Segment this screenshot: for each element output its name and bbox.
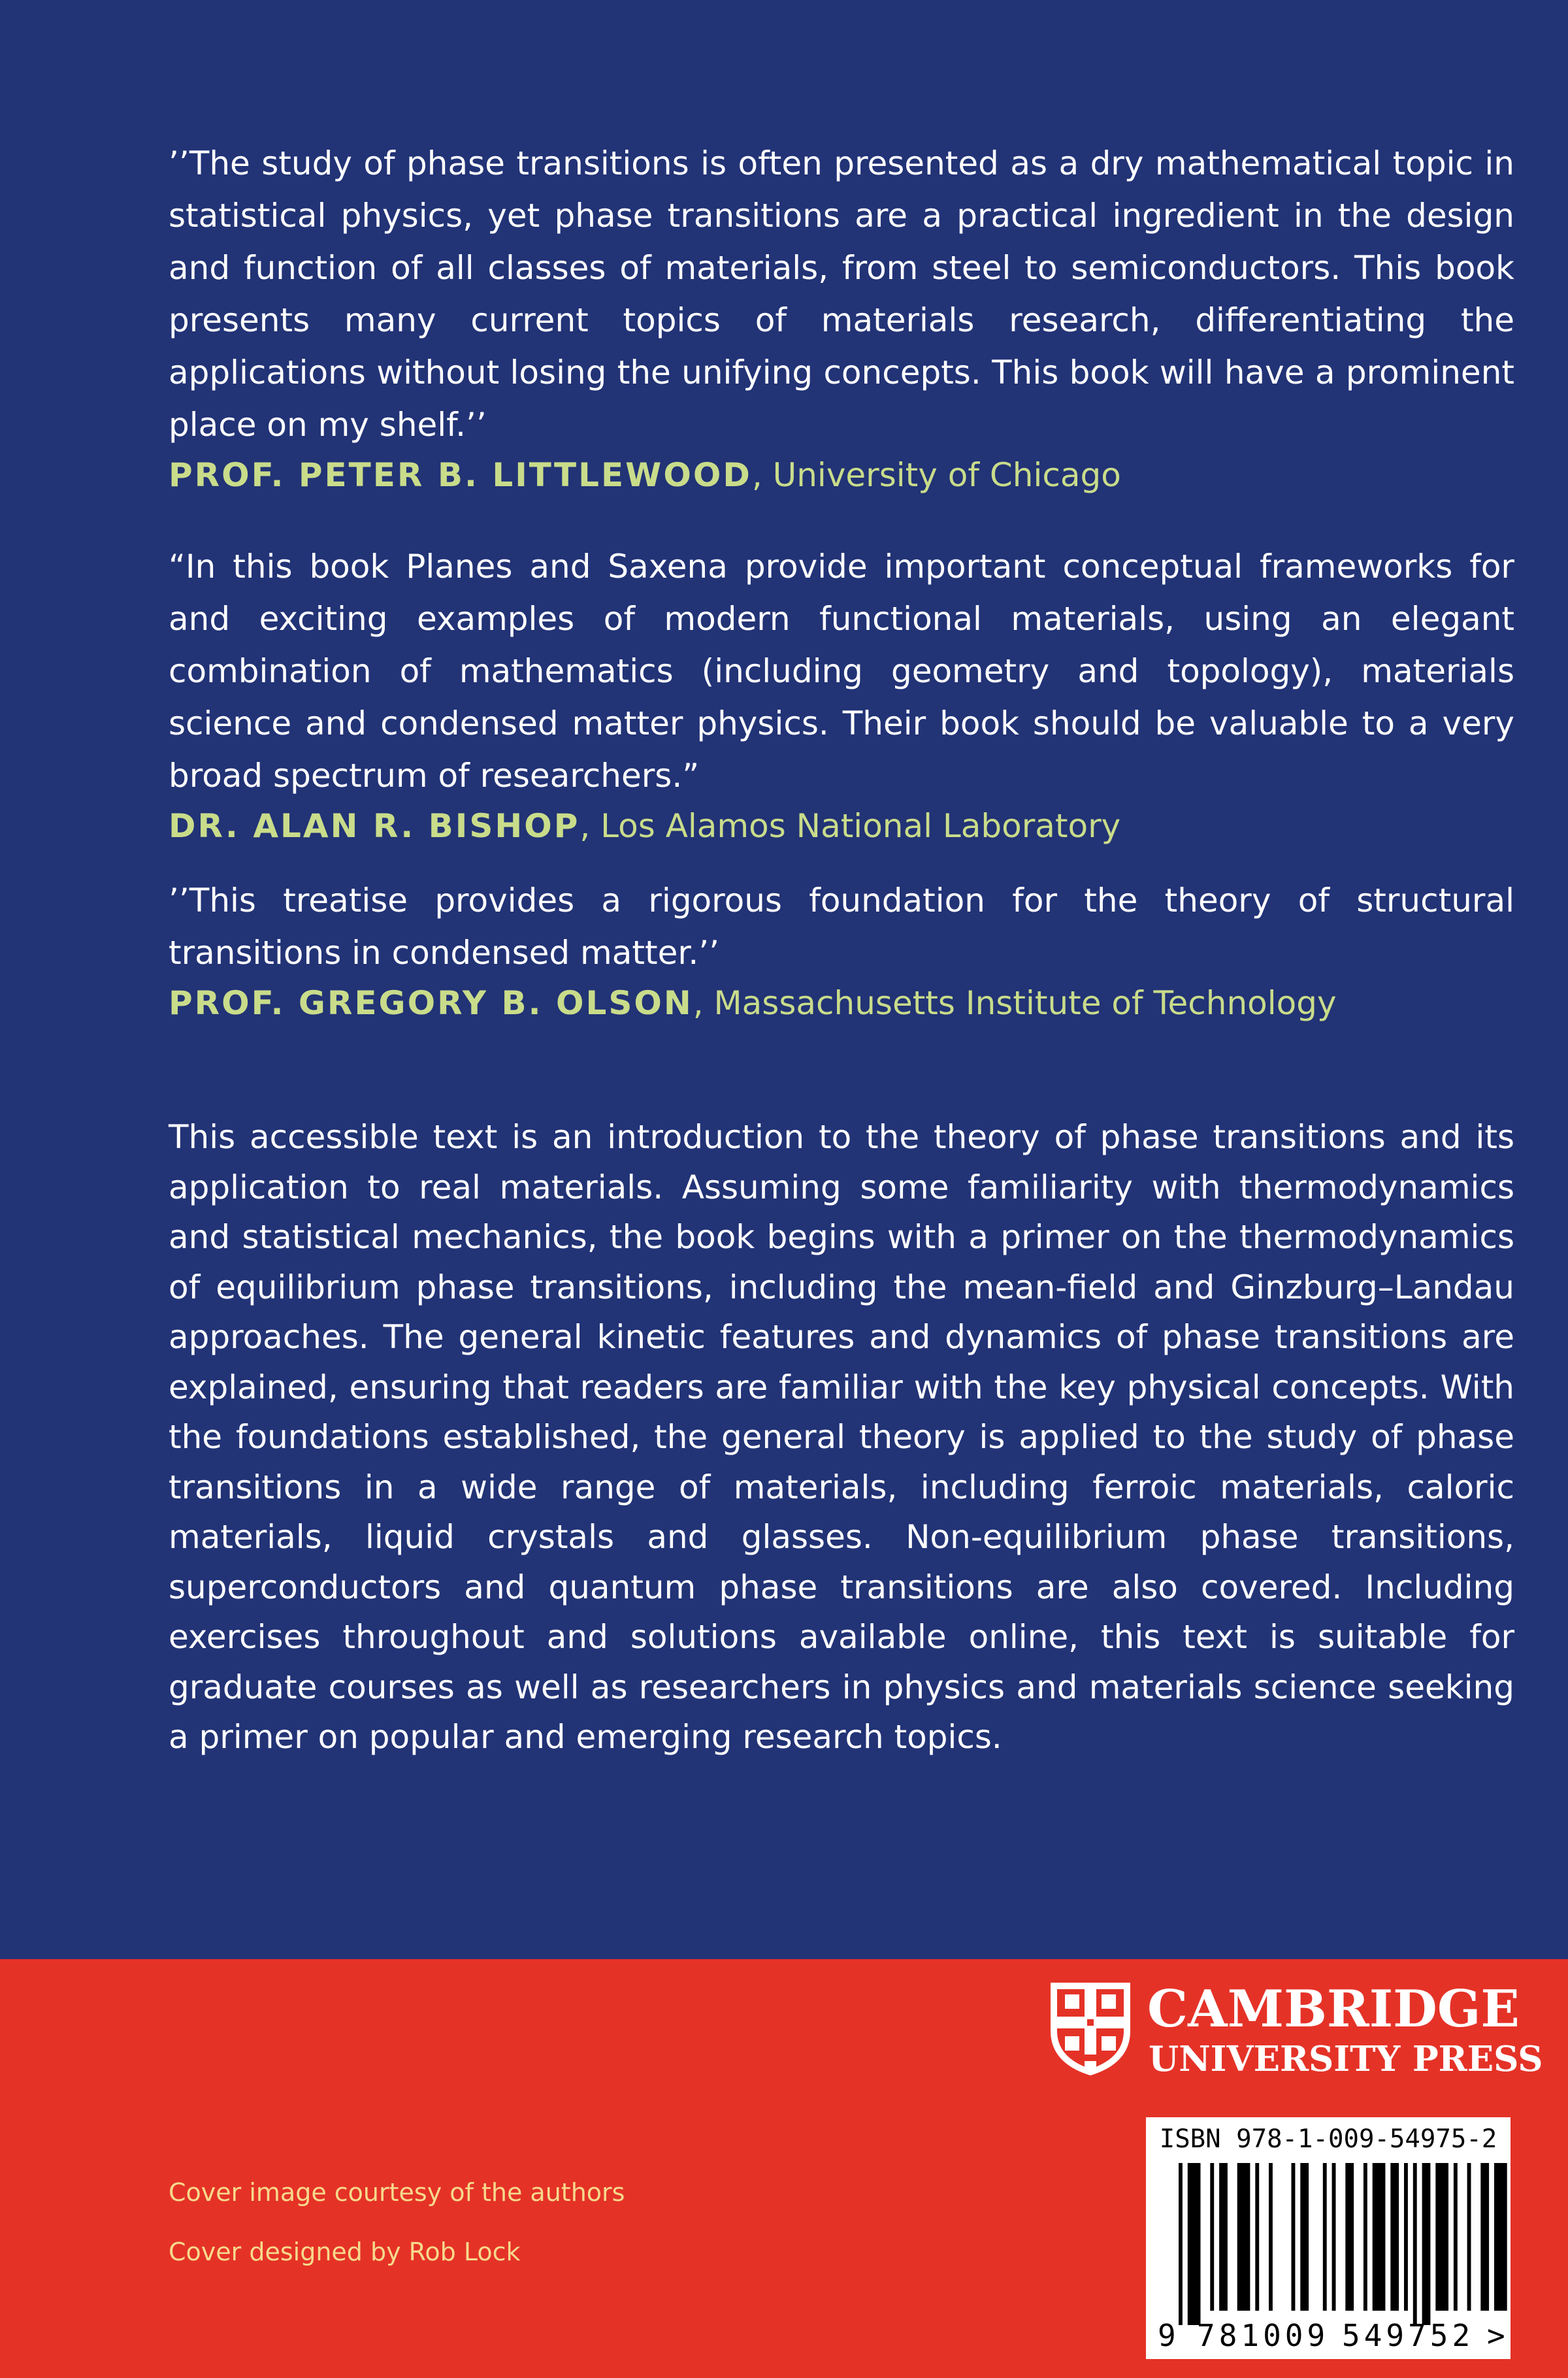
barcode-digits-right: 549752 [1342,2318,1475,2353]
barcode-bar [1269,2163,1273,2311]
review-olson [169,874,1514,1026]
barcode-bar [1179,2163,1183,2325]
review-attribution [169,452,1514,498]
barcode-bar [1390,2163,1399,2311]
isbn-barcode [1146,2117,1511,2359]
barcode-bar [1332,2163,1336,2311]
barcode-bar [1404,2163,1408,2311]
barcode-bar [1413,2163,1417,2325]
cambridge-crest-icon [1048,1980,1133,2077]
book-description: This accessible text is an introduction to the theory of phase transitions and its application to real materials. Assuming some familiarity with thermodynamics and statistical mechanics, the book begins with a primer on the thermodynamics of equilibrium phase transitions, including the mean-field and Ginzburg–Landau approaches. The general kinetic features and dynamics of phase transitions are explained, ensuring that readers are familiar with the key physical concepts. With the foundations established, the general theory is applied to the study of phase transitions in a wide range of materials, including ferroic materials, caloric materials, liquid crystals and glasses. Non-equilibrium phase transitions, superconductors and quantum phase transitions are also covered. Including exercises throughout and solutions available online, this text is suitable for graduate courses as well as researchers in physics and materials science seeking a primer on popular and emerging research topics. [169,1118,1514,1756]
barcode-bar [1364,2163,1367,2311]
barcode-bar [1345,2163,1354,2311]
review-littlewood [169,137,1514,498]
reviewer-name: PROF. GREGORY B. OLSON [169,984,693,1022]
barcode-digits-left: 781009 [1197,2318,1330,2353]
barcode-bar [1467,2163,1471,2311]
review-quote: ’’This treatise provides a rigorous foundation for the theory of structural transitions in condensed matter.’’ [169,882,1514,972]
barcode-icon [1146,2159,1511,2355]
cover-image-credit: Cover image courtesy of the authors [169,2178,625,2207]
barcode-bar [1454,2163,1458,2311]
barcode-bar [1292,2163,1296,2311]
reviewer-affiliation: , Los Alamos National Laboratory [580,807,1121,845]
barcode-bar [1210,2163,1214,2311]
publisher-name: CAMBRIDGE [1147,1979,1520,2039]
cover-design-credit: Cover designed by Rob Lock [169,2238,521,2266]
barcode-bar [1255,2163,1259,2311]
isbn-number: ISBN 978-1-009-54975-2 [1159,2124,1497,2154]
reviewer-affiliation: , University of Chicago [751,456,1121,494]
barcode-bar [1494,2163,1507,2311]
barcode-bar [1422,2163,1431,2325]
reviewer-name: DR. ALAN R. BISHOP [169,807,580,845]
barcode-bar [1188,2163,1201,2325]
barcode-end-mark: > [1487,2318,1505,2353]
review-attribution [169,803,1514,849]
barcode-bar [1435,2163,1448,2311]
publisher-subname: UNIVERSITY PRESS [1149,2039,1543,2079]
reviewer-name: PROF. PETER B. LITTLEWOOD [169,456,752,494]
barcode-first-digit: 9 [1158,2318,1176,2353]
publisher-logo [1048,1979,1543,2081]
review-quote: ’’The study of phase transitions is often presented as a dry mathematical topic in statistical physics, yet phase transitions are a practical ingredient in the design and function of all classes of materials, from steel to semiconductors. This book presents many current topics of materials research, differentiating the applications without losing the unifying concepts. This book will have a prominent place on my shelf.’’ [169,144,1514,444]
barcode-bar [1237,2163,1250,2311]
barcode-bar [1373,2163,1386,2311]
reviewer-affiliation: , Massachusetts Institute of Technology [693,984,1337,1022]
review-bishop [169,540,1514,849]
review-attribution [169,980,1514,1026]
barcode-bar [1300,2163,1309,2311]
barcode-bar [1219,2163,1228,2311]
barcode-bar [1480,2163,1489,2311]
review-quote: “In this book Planes and Saxena provide important conceptual frameworks for and exciting examples of modern functional materials, using an elegant combination of mathematics (including geometry and topology), materials science and condensed matter physics. Their book should be valuable to a very broad spectrum of researchers.” [169,548,1514,795]
barcode-bar [1323,2163,1327,2311]
